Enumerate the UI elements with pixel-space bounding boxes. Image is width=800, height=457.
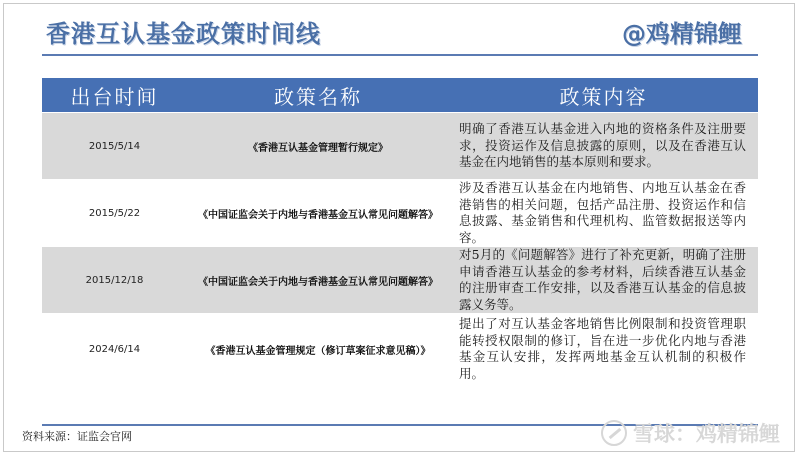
policy-content: 明确了香港互认基金进入内地的资格条件及注册要求，投资运作及信息披露的原则，以及在香港互认基金在内地销售的基本原则和要求。 — [449, 113, 758, 180]
policy-content: 提出了对互认基金客地销售比例限制和投资管理职能转授权限制的修订，旨在进一步优化内地与香港基金互认安排，发挥两地基金互认机制的积极作用。 — [449, 314, 758, 385]
policy-date: 2024/6/14 — [42, 314, 187, 385]
column-header-content: 政策内容 — [449, 78, 758, 113]
policy-content: 涉及香港互认基金在内地销售、内地互认基金在香港销售的相关问题，包括产品注册、投资运作和信息披露、基金销售和代理机构、监管数据报送等内容。 — [449, 180, 758, 247]
column-header-name: 政策名称 — [187, 78, 449, 113]
policy-date: 2015/5/22 — [42, 180, 187, 247]
table-header-row — [42, 78, 758, 113]
policy-name: 《香港互认基金管理暂行规定》 — [187, 113, 449, 180]
watermark-text: 雪球：鸡精锦鲤 — [633, 422, 780, 446]
table-row — [42, 180, 758, 247]
policy-date: 2015/12/18 — [42, 247, 187, 314]
policy-date: 2015/5/14 — [42, 113, 187, 180]
top-divider — [42, 54, 758, 56]
table-row — [42, 247, 758, 314]
snowball-logo-icon — [601, 420, 627, 446]
table-row — [42, 113, 758, 180]
watermark — [601, 418, 780, 448]
policy-name: 《香港互认基金管理规定（修订草案征求意见稿）》 — [187, 314, 449, 385]
policy-name: 《中国证监会关于内地与香港基金互认常见问题解答》 — [187, 180, 449, 247]
policy-table — [42, 78, 758, 385]
column-header-date: 出台时间 — [42, 78, 187, 113]
page-title: 香港互认基金政策时间线 — [46, 20, 321, 48]
table-row — [42, 314, 758, 385]
policy-content: 对5月的《问题解答》进行了补充更新，明确了注册申请香港互认基金的参考材料，后续香港互认基金的注册审查工作安排，以及香港互认基金的信息披露义务等。 — [449, 247, 758, 314]
brand-handle: @鸡精锦鲤 — [622, 20, 742, 48]
source-note: 资料来源：证监会官网 — [22, 430, 132, 443]
policy-name: 《中国证监会关于内地与香港基金互认常见问题解答》 — [187, 247, 449, 314]
